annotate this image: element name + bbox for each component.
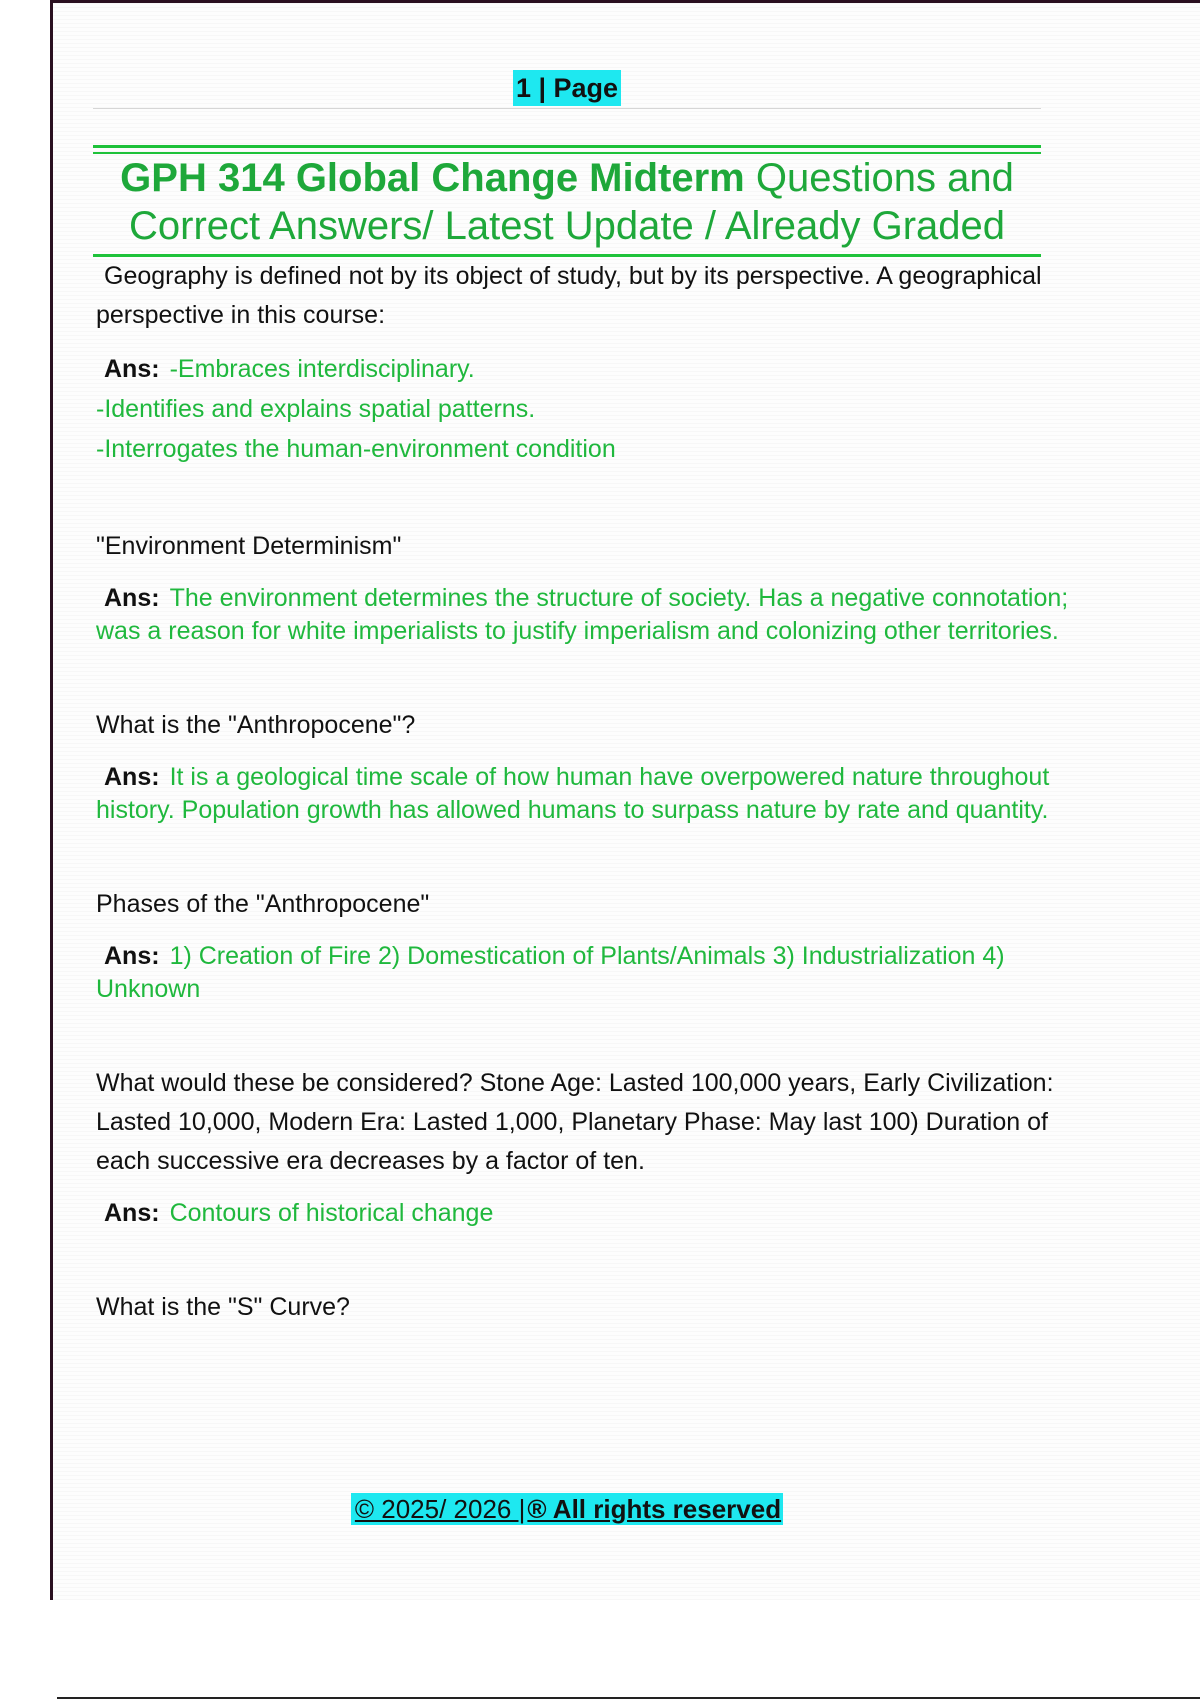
answer-label: Ans: bbox=[104, 942, 160, 970]
page-header bbox=[93, 70, 1041, 106]
answer-1-line-2: -Identifies and explains spatial patterns. bbox=[96, 395, 536, 423]
answer-label: Ans: bbox=[104, 763, 160, 791]
question-3: What is the "Anthropocene"? bbox=[96, 711, 416, 739]
title-block bbox=[93, 145, 1041, 257]
title-bold: GPH 314 Global Change Midterm bbox=[120, 156, 745, 200]
answer-4-text: 1) Creation of Fire 2) Domestication of Plants/Animals 3) Industrialization 4) Unknown bbox=[96, 942, 1005, 1003]
question-1: Geography is defined not by its object of study, but by its perspective. A geographical perspective in this course: bbox=[96, 262, 1042, 329]
page-number: 1 | Page bbox=[513, 70, 621, 106]
copyright-notice bbox=[351, 1493, 783, 1525]
question-6: What is the "S" Curve? bbox=[96, 1293, 350, 1321]
answer-2-text: The environment determines the structure of society. Has a negative connotation; was a reason for white imperialists to justify imperialism and colonizing other territories. bbox=[96, 584, 1069, 645]
header-rule bbox=[93, 108, 1041, 109]
answer-1-line-1: -Embraces interdisciplinary. bbox=[169, 355, 475, 383]
answer-label: Ans: bbox=[104, 1199, 160, 1227]
copyright-years: © 2025/ 2026 | bbox=[354, 1494, 526, 1524]
answer-4 bbox=[96, 940, 1076, 1006]
answer-3 bbox=[96, 761, 1076, 827]
copyright-rights: ® All rights reserved bbox=[527, 1494, 782, 1524]
page-footer bbox=[93, 1493, 1041, 1525]
answer-5-text: Contours of historical change bbox=[169, 1199, 494, 1227]
document-title bbox=[93, 154, 1041, 250]
answer-label: Ans: bbox=[104, 355, 160, 383]
question-4: Phases of the "Anthropocene" bbox=[96, 890, 430, 918]
answer-1-line-3: -Interrogates the human-environment condition bbox=[96, 435, 616, 463]
answer-label: Ans: bbox=[104, 584, 160, 612]
answer-3-text: It is a geological time scale of how human have overpowered nature throughout history. Population growth has allowed humans to surpass nature by rate and quantity. bbox=[96, 763, 1050, 824]
qa-content bbox=[96, 257, 1076, 1327]
question-5: What would these be considered? Stone Age: Lasted 100,000 years, Early Civilization: Lasted 10,000, Modern Era: Lasted 1,000, Planetary Phase: May last 100) Duration of each successive era decreases by a factor of ten. bbox=[96, 1069, 1054, 1175]
title-rest: Questions and Correct Answers/ Latest Update / Already Graded bbox=[129, 156, 1014, 248]
answer-5 bbox=[96, 1197, 1076, 1230]
answer-2 bbox=[96, 582, 1076, 648]
page-bottom-rule bbox=[57, 1697, 1200, 1699]
question-2: "Environment Determinism" bbox=[96, 532, 402, 560]
answer-1 bbox=[96, 349, 1076, 389]
